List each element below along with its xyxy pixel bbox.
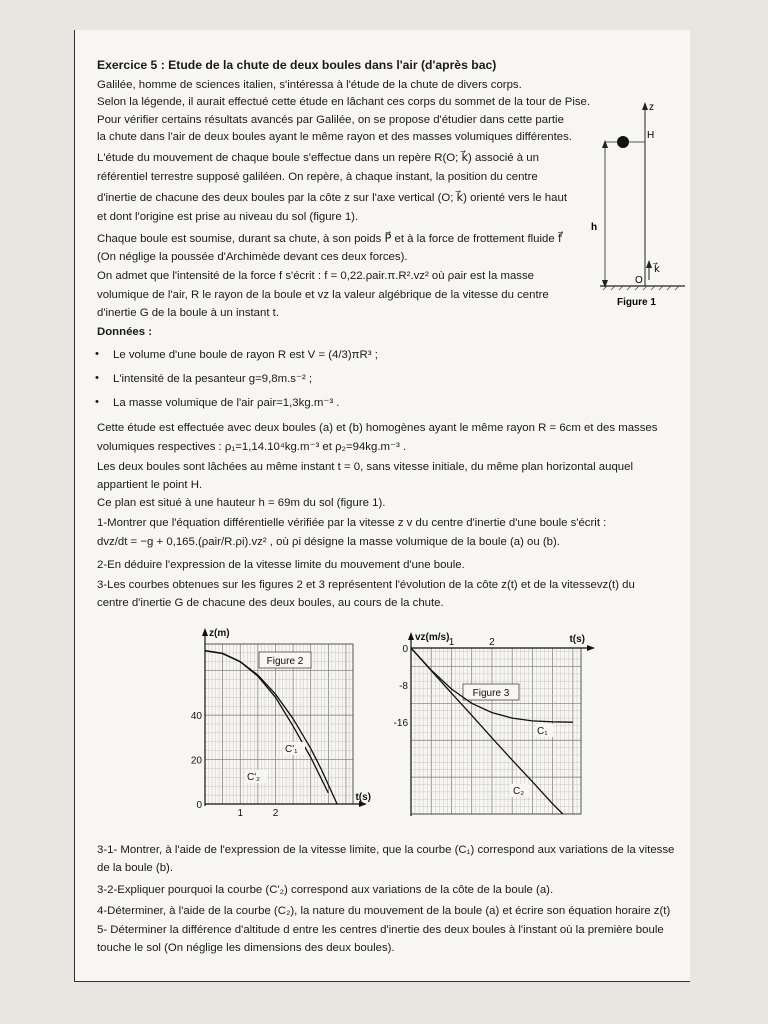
series-line bbox=[205, 651, 337, 804]
bullet-icon: • bbox=[95, 348, 99, 360]
y-tick-label: -16 bbox=[393, 717, 408, 729]
question-line: 3-1- Montrer, à l'aide de l'expression de la vitesse limite, que la courbe (C₁) correspond aux variations de la vitesse bbox=[97, 844, 675, 856]
y-tick-label: -8 bbox=[399, 680, 408, 692]
y-tick-label: 20 bbox=[190, 755, 202, 767]
series-label: C'₂ bbox=[247, 772, 261, 783]
y-tick-label: 40 bbox=[190, 711, 202, 723]
figure1-caption: Figure 1 bbox=[617, 297, 656, 308]
donnee-item: L'intensité de la pesanteur g=9,8m.s⁻² ; bbox=[113, 373, 313, 385]
donnees-heading: Données : bbox=[97, 326, 153, 338]
exercise-title: Exercice 5 : Etude de la chute de deux boules dans l'air (d'après bac) bbox=[97, 58, 497, 72]
intro-line: Chaque boule est soumise, durant sa chute, à son poids P⃗ et à la force de frottement fluide f⃗ bbox=[97, 233, 562, 245]
y-axis-arrow bbox=[202, 628, 208, 636]
x-axis-label: t(s) bbox=[569, 634, 585, 645]
intro-line: L'étude du mouvement de chaque boule s'effectue dans un repère R(O; k⃗) associé à un bbox=[97, 152, 539, 164]
question-line: 4-Déterminer, à l'aide de la courbe (C₂), la nature du mouvement de la boule (a) et écrire son équation horaire z(t) bbox=[97, 905, 671, 917]
series-label: C₁ bbox=[537, 726, 548, 737]
intro-line: d'inertie G de la boule à un instant t. bbox=[97, 307, 280, 319]
x-tick-label: 1 bbox=[448, 637, 455, 648]
body-line: centre d'inertie G de chacune des deux boules, au cours de la chute. bbox=[97, 597, 444, 609]
bullet-icon: • bbox=[95, 372, 99, 384]
intro-line: Selon la légende, il aurait effectué cette étude en lâchant ces corps du sommet de la tour de Pise. bbox=[97, 96, 591, 108]
figure-1 bbox=[585, 100, 685, 310]
point-h-label: H bbox=[647, 130, 655, 141]
body-line: dvz/dt = −g + 0,165.(ρair/R.ρi).vz² , où ρi désigne la masse volumique de la boule (a) ou (b). bbox=[97, 536, 560, 548]
figure-title: Figure 2 bbox=[266, 656, 304, 667]
question-line: de la boule (b). bbox=[97, 862, 173, 874]
intro-line: Galilée, homme de sciences italien, s'intéressa à l'étude de la chute de divers corps. bbox=[97, 79, 522, 91]
y-axis-label: vz(m/s) bbox=[415, 632, 450, 643]
question-line: 3-2-Expliquer pourquoi la courbe (C'₂) correspond aux variations de la côte de la boule (a). bbox=[97, 884, 554, 896]
origin-label: O bbox=[635, 275, 643, 286]
body-line: volumiques respectives : ρ₁=1,14.10⁴kg.m⁻³ et ρ₂=94kg.m⁻³ . bbox=[97, 441, 407, 453]
intro-line: et dont l'origine est prise au niveau du sol (figure 1). bbox=[97, 211, 359, 223]
x-tick-label: 1 bbox=[237, 808, 244, 818]
y-axis-label: z(m) bbox=[209, 628, 230, 639]
body-line: appartient le point H. bbox=[97, 479, 203, 491]
x-axis-arrow bbox=[587, 645, 595, 651]
figure-3-chart bbox=[391, 618, 601, 818]
intro-line: Pour vérifier certains résultats avancés par Galilée, on se propose d'étudier dans cette partie bbox=[97, 114, 564, 126]
donnee-item: Le volume d'une boule de rayon R est V = (4/3)πR³ ; bbox=[113, 349, 378, 361]
height-label: h bbox=[591, 222, 598, 233]
worksheet-page bbox=[74, 30, 690, 982]
body-line: 2-En déduire l'expression de la vitesse limite du mouvement d'une boule. bbox=[97, 559, 465, 571]
x-tick-label: 2 bbox=[272, 808, 279, 818]
y-axis-arrow bbox=[408, 632, 414, 640]
body-line: 3-Les courbes obtenues sur les figures 2 et 3 représentent l'évolution de la côte z(t) et de la vitessevz(t) du bbox=[97, 579, 635, 591]
unit-vector-label: k⃗ bbox=[654, 264, 660, 275]
intro-line: (On néglige la poussée d'Archimède devant ces deux forces). bbox=[97, 251, 408, 263]
x-axis-label: t(s) bbox=[355, 792, 371, 803]
z-axis-label: z bbox=[649, 102, 654, 113]
y-tick-label: 0 bbox=[402, 644, 408, 655]
body-line: Les deux boules sont lâchées au même instant t = 0, sans vitesse initiale, du même plan horizontal auquel bbox=[97, 461, 633, 473]
x-tick-label: 2 bbox=[489, 637, 495, 648]
intro-line: la chute dans l'air de deux boules ayant le même rayon et des masses volumiques différentes. bbox=[97, 131, 572, 143]
y-tick-label: 0 bbox=[196, 800, 202, 811]
body-line: 1-Montrer que l'équation différentielle vérifiée par la vitesse z v du centre d'inertie d'une boule s'écrit : bbox=[97, 517, 607, 529]
question-line: touche le sol (On néglige les dimensions des deux boules). bbox=[97, 942, 395, 954]
figure-title: Figure 3 bbox=[472, 688, 510, 699]
series-label: C₂ bbox=[513, 786, 525, 797]
question-line: 5- Déterminer la différence d'altitude d entre les centres d'inertie des deux boules à l'instant où la première boule bbox=[97, 924, 664, 936]
intro-line: d'inertie de chacune des deux boules par la côte z sur l'axe vertical (O; k⃗) orienté vers le haut bbox=[97, 192, 567, 204]
bullet-icon: • bbox=[95, 396, 99, 408]
figure-2-chart bbox=[183, 618, 383, 818]
series-label: C'₁ bbox=[285, 744, 298, 755]
intro-line: référentiel terrestre supposé galiléen. On repère, à chaque instant, la position du centre bbox=[97, 171, 538, 183]
body-line: Cette étude est effectuée avec deux boules (a) et (b) homogènes ayant le même rayon R = 6cm et des masses bbox=[97, 422, 658, 434]
donnee-item: La masse volumique de l'air ρair=1,3kg.m⁻³ . bbox=[113, 397, 340, 409]
body-line: Ce plan est situé à une hauteur h = 69m du sol (figure 1). bbox=[97, 497, 386, 509]
intro-line: volumique de l'air, R le rayon de la boule et vz la valeur algébrique de la vitesse du centre bbox=[97, 289, 549, 301]
intro-line: On admet que l'intensité de la force f s'écrit : f = 0,22.ρair.π.R².vz² où ρair est la masse bbox=[97, 270, 534, 282]
